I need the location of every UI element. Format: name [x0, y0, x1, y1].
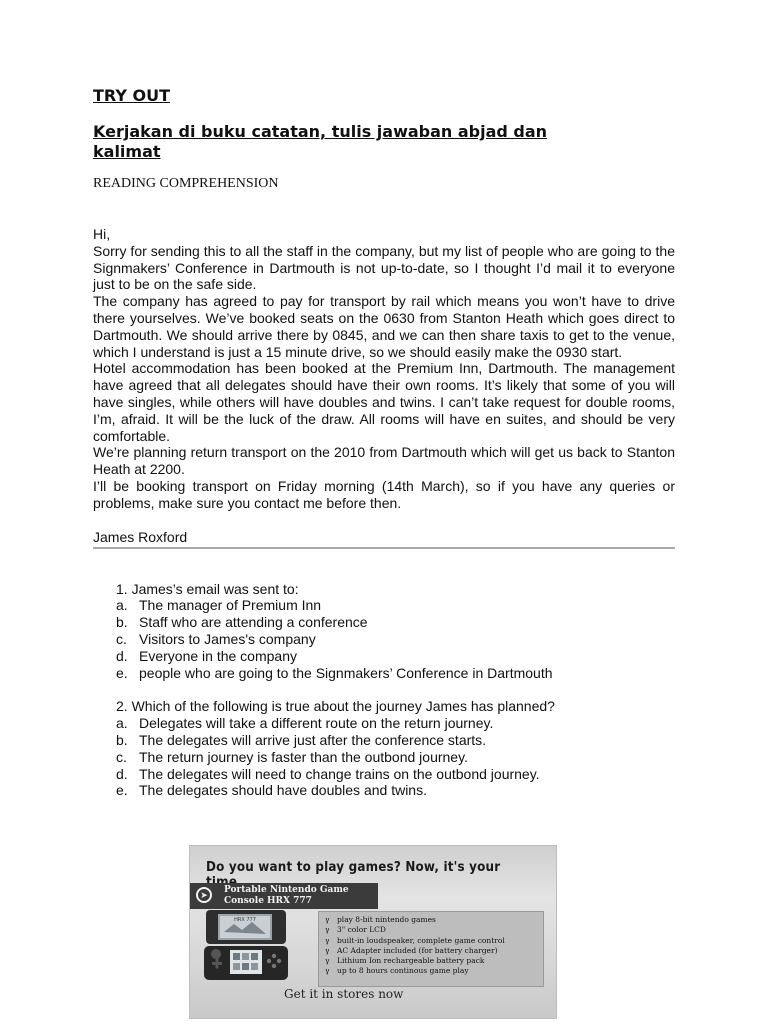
advert-headline: Do you want to play games? Now, it's your [206, 860, 501, 875]
bullet-glyph-icon: γ [325, 915, 330, 924]
letter-paragraph: The company has agreed to pay for transport by rail which means you won’t have to drive there yourselves. We’ve booked seats on the 0630 from Stanton Heath which goes direct to Dartmouth. We should arrive there by 0845, and we can then share taxis to get to the venue, which I understand is just a 15 minute drive, so we should easily make the 0930 start. [93, 293, 675, 360]
answer-option [116, 665, 675, 682]
bullet-glyph-icon: γ [325, 925, 330, 935]
option-text: Delegates will take a different route on the return journey. [139, 715, 494, 732]
letter-paragraph: Hotel accommodation has been booked at the Premium Inn, Dartmouth. The management have agreed that all delegates should have their own rooms. It’s likely that some of you will have singles, while others will have doubles and twins. I can’t take request for double rooms, I’m, afraid. It will be the luck of the draw. All rooms will have en suites, and should be very comfortable. [93, 360, 675, 444]
game-console-image [200, 908, 320, 982]
advert-footer: Get it in stores now [284, 987, 404, 1001]
product-name-line-1: Portable Nintendo Game [224, 885, 349, 895]
option-text: The delegates should have doubles and twins. [139, 782, 427, 799]
document-page [93, 86, 675, 799]
answer-option [116, 749, 675, 766]
advert-banner [190, 883, 378, 909]
option-text: Visitors to James's company [139, 630, 316, 647]
option-text: people who are going to the Signmakers’ Conference in Dartmouth [139, 664, 553, 681]
page-title: TRY OUT [93, 86, 171, 105]
game-console-advert [189, 845, 557, 1019]
letter-paragraph: I’ll be booking transport on Friday morning (14th March), so if you have any queries or problems, make sure you contact me before then. [93, 477, 675, 511]
option-text: The delegates will arrive just after the conference starts. [139, 731, 487, 748]
instruction-heading [93, 122, 675, 162]
arrow-circle-icon: ➤ [196, 887, 212, 903]
feature-text: Lithium Ion rechargeable battery pack [337, 956, 485, 966]
option-text: The delegates will need to change trains on the outbond journey. [139, 765, 540, 782]
answer-option [116, 597, 675, 614]
bullet-glyph-icon: γ [325, 956, 330, 966]
letter-paragraph: Sorry for sending this to all the staff in the company, but my list of people who are going to the Signmakers’ Conference in Dartmouth is not up-to-date, so I thought I’d mail it to everyone just to be on the safe side. [93, 242, 675, 293]
option-letter: c. [116, 630, 127, 647]
feature-item [325, 966, 539, 976]
section-label: READING COMPREHENSION [93, 176, 279, 191]
option-text: Everyone in the company [139, 647, 297, 664]
product-name-line-2: Console HRX 777 [224, 896, 312, 906]
answer-option [116, 732, 675, 749]
letter-signature: James Roxford [93, 528, 188, 545]
bullet-glyph-icon: γ [325, 935, 330, 945]
feature-text: built-in loudspeaker, complete game control [337, 935, 505, 945]
question-1 [116, 581, 675, 682]
feature-item [325, 925, 539, 935]
instruction-line-1: Kerjakan di buku catatan, tulis jawaban abjad dan [93, 122, 548, 141]
feature-text: AC Adapter included (for battery charger) [337, 945, 498, 955]
answer-option [116, 631, 675, 648]
option-text: Staff who are attending a conference [139, 614, 368, 631]
question-stem: 2. Which of the following is true about the journey James has planned? [116, 698, 555, 715]
question-2 [116, 698, 675, 799]
device-label: HRX 777 [234, 917, 256, 923]
bullet-glyph-icon: γ [325, 966, 330, 976]
email-letter [93, 226, 675, 512]
letter-paragraph: We’re planning return transport on the 2010 from Dartmouth which will get us back to Stanton Heath at 2200. [93, 444, 675, 478]
option-letter: d. [116, 765, 128, 782]
answer-option [116, 715, 675, 732]
option-letter: d. [116, 647, 128, 664]
answer-option [116, 766, 675, 783]
feature-item [325, 956, 539, 966]
option-letter: b. [116, 731, 128, 748]
option-text: The manager of Premium Inn [139, 597, 322, 614]
option-letter: a. [116, 715, 128, 732]
feature-text: 3" color LCD [337, 925, 386, 935]
feature-item [325, 946, 539, 956]
option-letter: e. [116, 782, 128, 799]
feature-item [325, 915, 539, 925]
bullet-glyph-icon: γ [325, 945, 330, 955]
answer-option [116, 782, 675, 799]
feature-text: up to 8 hours continous game play [337, 966, 469, 976]
option-letter: e. [116, 664, 128, 681]
instruction-line-2: kalimat [93, 142, 161, 161]
option-letter: a. [116, 597, 128, 614]
answer-option [116, 614, 675, 631]
advert-product-name [224, 885, 349, 907]
divider-rule [93, 547, 675, 549]
letter-greeting: Hi, [93, 226, 111, 242]
feature-list [318, 911, 544, 987]
question-stem: 1. James’s email was sent to: [116, 580, 299, 597]
feature-item [325, 936, 539, 946]
option-text: The return journey is faster than the outbond journey. [139, 748, 468, 765]
answer-option [116, 648, 675, 665]
option-letter: b. [116, 614, 128, 631]
option-letter: c. [116, 748, 127, 765]
feature-text: play 8-bit nintendo games [337, 915, 436, 924]
